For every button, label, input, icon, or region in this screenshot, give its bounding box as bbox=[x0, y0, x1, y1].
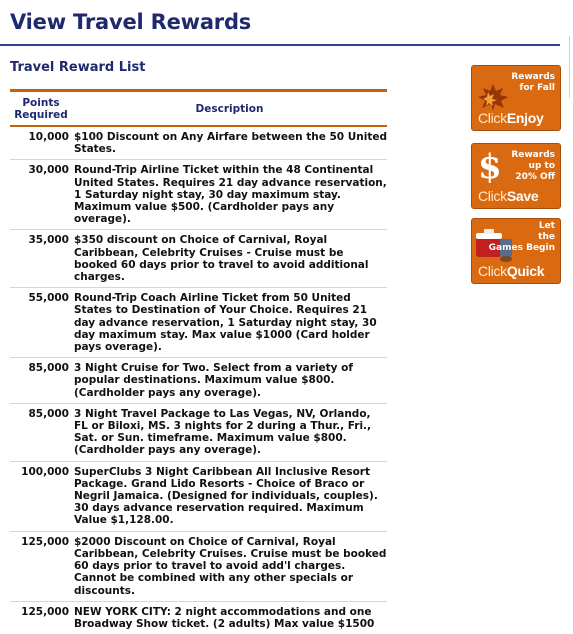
table-row bbox=[10, 288, 387, 358]
table-row bbox=[10, 404, 387, 462]
cta-word: Save bbox=[506, 188, 539, 204]
promo-cta bbox=[478, 263, 544, 279]
promo-text bbox=[489, 221, 555, 254]
row-points: 30,000 bbox=[28, 164, 69, 177]
cta-prefix: Click bbox=[478, 263, 507, 279]
table-row bbox=[10, 602, 387, 634]
header-description: Description bbox=[195, 102, 264, 115]
row-points: 85,000 bbox=[28, 362, 69, 375]
row-points: 100,000 bbox=[21, 465, 69, 478]
row-description: NEW YORK CITY: 2 night accommodations and one Broadway Show ticket. (2 adults) Max value $1500 bbox=[74, 605, 375, 630]
row-description: 3 Night Travel Package to Las Vegas, NV, Orlando, FL or Biloxi, MS. 3 nights for 2 during a Thur., Fri., Sat. or Sun. timeframe. Maximum value $800. (Cardholder pays any overage). bbox=[74, 407, 372, 457]
dollar-sign-icon: $ bbox=[478, 147, 502, 187]
promo-click-quick[interactable] bbox=[471, 218, 561, 284]
row-description: $2000 Discount on Choice of Carnival, Royal Caribbean, Celebrity Cruises. Cruise must be booked 60 days prior to travel to avoid add'l charges. Cannot be combined with any other specials or discounts. bbox=[74, 535, 387, 597]
row-points: 55,000 bbox=[28, 292, 69, 305]
row-points: 35,000 bbox=[28, 234, 69, 247]
promo-line: Rewards bbox=[511, 150, 555, 160]
promo-line: Let bbox=[538, 221, 555, 231]
row-points: 125,000 bbox=[21, 535, 69, 548]
promo-click-enjoy[interactable] bbox=[471, 65, 561, 131]
title-divider bbox=[0, 44, 560, 46]
table-row bbox=[10, 127, 387, 160]
right-divider bbox=[569, 36, 570, 98]
promo-line: 20% Off bbox=[515, 172, 555, 182]
cta-prefix: Click bbox=[478, 188, 507, 204]
promo-line: up to bbox=[528, 161, 555, 171]
row-points: 10,000 bbox=[28, 131, 69, 143]
row-points: 125,000 bbox=[21, 605, 69, 618]
promo-click-save[interactable] bbox=[471, 143, 561, 209]
promo-text bbox=[511, 72, 555, 94]
row-description: SuperClubs 3 Night Caribbean All Inclusive Resort Package. Grand Lido Resorts - Choice of Braco or Negril Jamaica. (Designed for individuals, couples). 30 days advance reservation required. Maximum Value $1,128.00. bbox=[74, 465, 378, 527]
row-points: 85,000 bbox=[28, 407, 69, 420]
promo-line: Games Begin bbox=[488, 243, 555, 253]
autumn-leaf-icon bbox=[476, 82, 510, 112]
promo-cta bbox=[478, 110, 543, 126]
table-header bbox=[10, 89, 387, 127]
rewards-table bbox=[10, 89, 387, 634]
table-row bbox=[10, 532, 387, 602]
table-row bbox=[10, 160, 387, 230]
table-row bbox=[10, 230, 387, 288]
cta-word: Quick bbox=[506, 263, 545, 279]
row-description: $350 discount on Choice of Carnival, Royal Caribbean, Celebrity Cruises - Cruise must be booked 60 days prior to travel to avoid additional charges. bbox=[74, 234, 369, 284]
table-row bbox=[10, 462, 387, 532]
row-description: 3 Night Cruise for Two. Select from a variety of popular destinations. Maximum value $800. (Cardholder pays any overage). bbox=[74, 362, 353, 399]
header-points: Points Required bbox=[14, 96, 68, 121]
row-description: Round-Trip Coach Airline Ticket from 50 United States to Destination of Your Choice. Requires 21 day advance reservation, 1 Saturday night stay, 30 day maximum stay. Max value $1000 (Card holder pays overage). bbox=[74, 292, 377, 354]
promo-text bbox=[511, 150, 555, 183]
page-title: View Travel Rewards bbox=[10, 10, 252, 34]
promo-line: for Fall bbox=[519, 83, 555, 93]
row-description: $100 Discount on Any Airfare between the 50 United States. bbox=[74, 131, 387, 156]
promo-cta bbox=[478, 188, 538, 204]
section-title: Travel Reward List bbox=[10, 60, 146, 75]
cta-prefix: Click bbox=[478, 110, 507, 126]
promo-line: Rewards bbox=[511, 72, 555, 82]
cta-word: Enjoy bbox=[506, 110, 544, 126]
table-row bbox=[10, 358, 387, 404]
row-description: Round-Trip Airline Ticket within the 48 Continental United States. Requires 21 day advance reservation, 1 Saturday night stay, 30 day maximum stay. Maximum value $500. (Cardholder pays any overage). bbox=[74, 164, 387, 226]
table-body bbox=[10, 127, 387, 634]
promo-line: the bbox=[538, 232, 555, 242]
